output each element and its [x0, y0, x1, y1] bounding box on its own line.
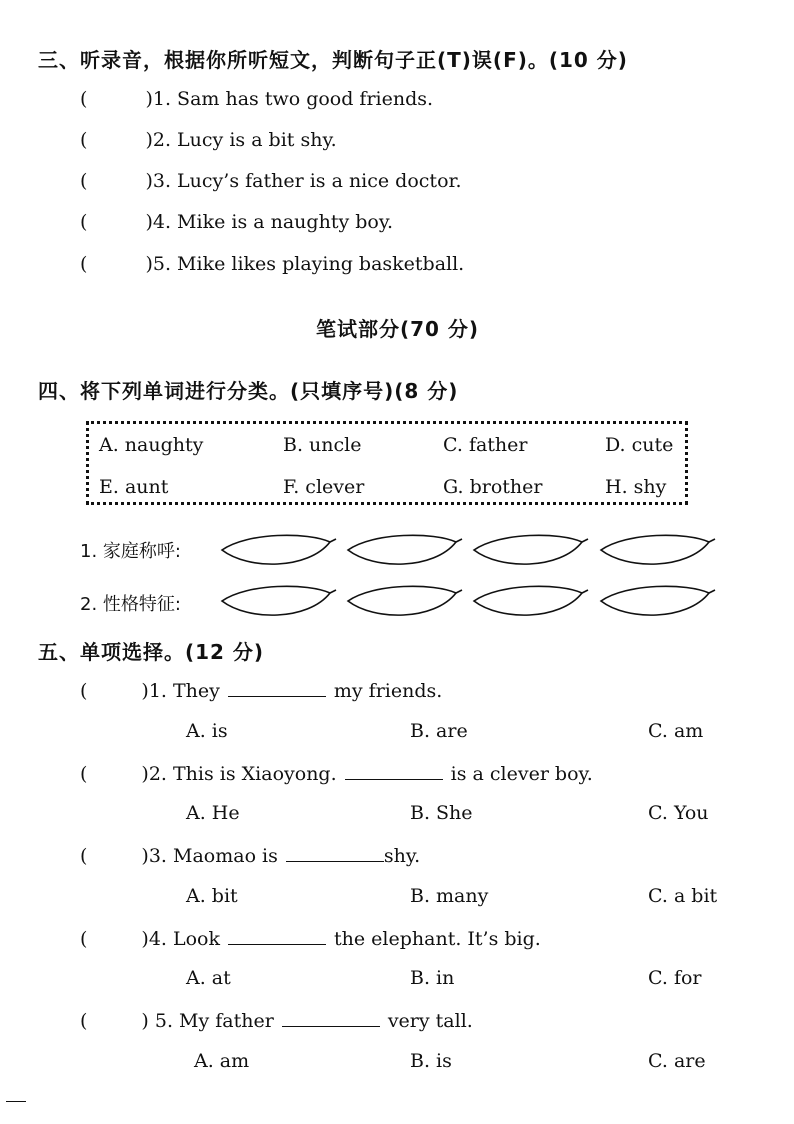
answer-paren-open[interactable]: ( — [80, 211, 88, 233]
option-b: B. are — [410, 720, 468, 742]
category-family: 1. 家庭称呼: — [80, 541, 181, 562]
option-c: C. You — [648, 802, 709, 824]
tf-statement: 1. Sam has two good friends. — [152, 88, 434, 110]
option-a: A. bit — [186, 885, 238, 907]
fill-blank[interactable] — [228, 926, 326, 945]
leaf-answer-field[interactable] — [597, 581, 717, 625]
question-tail: very tall. — [387, 1010, 473, 1032]
question-stem: ) 5. My father — [141, 1010, 274, 1032]
word-f: F. clever — [283, 476, 365, 498]
option-c: C. are — [648, 1050, 706, 1072]
tf-statement: 5. Mike likes playing basketball. — [152, 253, 465, 275]
leaf-answer-field[interactable] — [344, 581, 464, 625]
answer-paren-close: ) — [145, 170, 153, 192]
tf-item-5 — [80, 253, 464, 275]
fill-blank[interactable] — [345, 761, 443, 780]
option-c: C. am — [648, 720, 704, 742]
answer-paren-open[interactable]: ( — [80, 928, 88, 950]
tf-statement: 2. Lucy is a bit shy. — [152, 129, 337, 151]
answer-paren-open[interactable]: ( — [80, 88, 88, 110]
word-bank-box — [86, 421, 688, 505]
option-a: A. He — [186, 802, 240, 824]
category-personality: 2. 性格特征: — [80, 594, 181, 615]
tf-item-3 — [80, 170, 462, 192]
answer-paren-close: ) — [145, 88, 153, 110]
option-a: A. is — [186, 720, 228, 742]
word-c: C. father — [443, 434, 528, 456]
question-stem: )3. Maomao is — [141, 845, 278, 867]
tf-item-4 — [80, 211, 393, 233]
question-tail: is a clever boy. — [450, 763, 593, 785]
option-c: C. a bit — [648, 885, 718, 907]
fill-blank[interactable] — [228, 678, 326, 697]
leaf-answer-field[interactable] — [218, 581, 338, 625]
option-b: B. is — [410, 1050, 452, 1072]
word-h: H. shy — [605, 476, 667, 498]
option-a: A. at — [186, 967, 231, 989]
answer-paren-open[interactable]: ( — [80, 845, 88, 867]
leaf-answer-field[interactable] — [470, 530, 590, 574]
question-stem: )4. Look — [141, 928, 221, 950]
question-tail: the elephant. It’s big. — [334, 928, 541, 950]
question-tail: shy. — [383, 845, 421, 867]
word-b: B. uncle — [283, 434, 362, 456]
answer-paren-open[interactable]: ( — [80, 253, 88, 275]
written-part-title: 笔试部分(70 分) — [316, 317, 480, 341]
tf-statement: 4. Mike is a naughty boy. — [152, 211, 394, 233]
option-b: B. in — [410, 967, 455, 989]
section3-heading: 三、听录音，根据你所听短文，判断句子正(T)误(F)。(10 分) — [38, 48, 628, 72]
fill-blank[interactable] — [282, 1008, 380, 1027]
leaf-answer-field[interactable] — [344, 530, 464, 574]
leaf-answer-field[interactable] — [597, 530, 717, 574]
option-b: B. She — [410, 802, 473, 824]
tf-item-1 — [80, 88, 433, 110]
section5-heading: 五、单项选择。(12 分) — [38, 640, 265, 664]
leaf-answer-field[interactable] — [470, 581, 590, 625]
option-a: A. am — [194, 1050, 250, 1072]
fill-blank[interactable] — [286, 843, 384, 862]
answer-paren-open[interactable]: ( — [80, 763, 88, 785]
word-e: E. aunt — [99, 476, 169, 498]
answer-paren-close: ) — [145, 129, 153, 151]
question-stem: )1. They — [141, 680, 220, 702]
word-g: G. brother — [443, 476, 543, 498]
answer-paren-open[interactable]: ( — [80, 680, 88, 702]
option-c: C. for — [648, 967, 702, 989]
answer-paren-open[interactable]: ( — [80, 129, 88, 151]
answer-paren-close: ) — [145, 211, 153, 233]
answer-paren-open[interactable]: ( — [80, 170, 88, 192]
page-edge-mark — [6, 1101, 26, 1102]
leaf-answer-field[interactable] — [218, 530, 338, 574]
tf-item-2 — [80, 129, 337, 151]
answer-paren-close: ) — [145, 253, 153, 275]
section4-heading: 四、将下列单词进行分类。(只填序号)(8 分) — [38, 379, 459, 403]
question-tail: my friends. — [333, 680, 443, 702]
word-d: D. cute — [605, 434, 674, 456]
word-a: A. naughty — [99, 434, 204, 456]
answer-paren-open[interactable]: ( — [80, 1010, 88, 1032]
option-b: B. many — [410, 885, 489, 907]
question-stem: )2. This is Xiaoyong. — [141, 763, 337, 785]
tf-statement: 3. Lucy’s father is a nice doctor. — [152, 170, 462, 192]
